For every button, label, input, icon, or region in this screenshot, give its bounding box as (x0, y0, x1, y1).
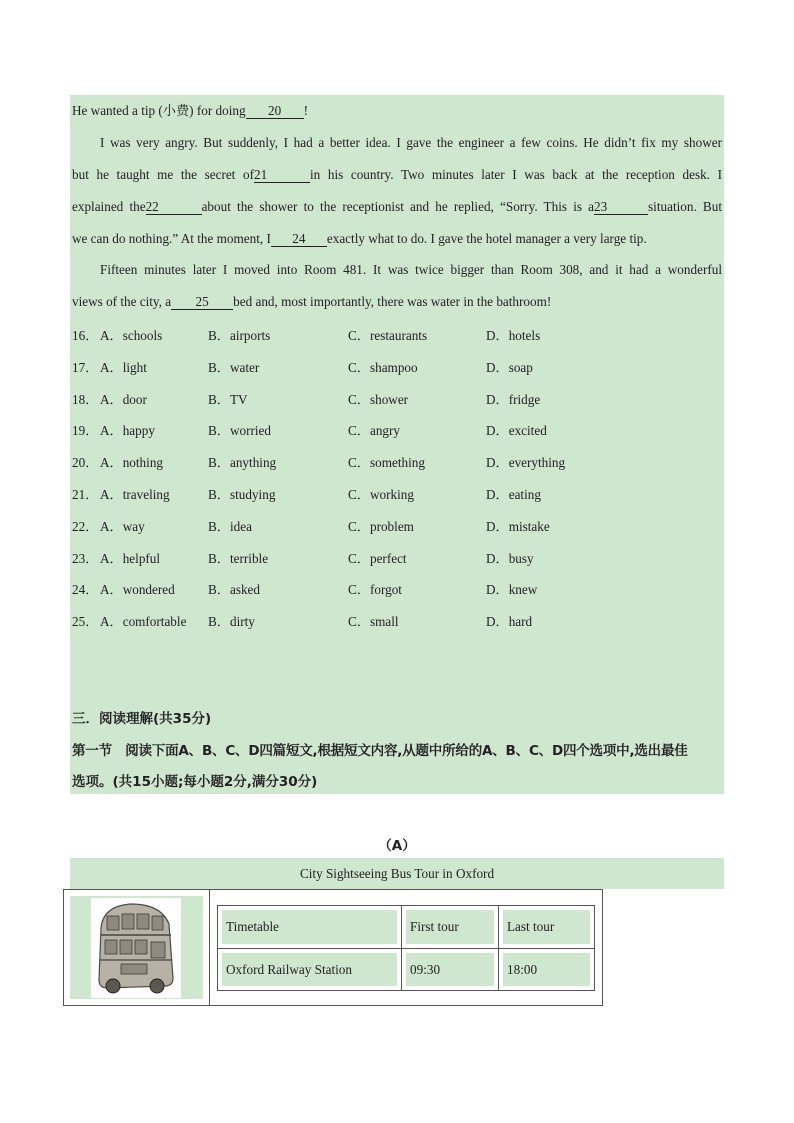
option-b: B．idea (208, 518, 252, 534)
question-number: 18． (72, 391, 99, 407)
option-c: C．restaurants (348, 328, 428, 343)
question-number: 19． (72, 423, 99, 439)
question-number: 24． (72, 582, 99, 598)
passage-text: in his country. Two minutes later I was back at the reception desk. I (309, 167, 722, 182)
option-d: D．hard (486, 614, 533, 630)
passage-text: bed and, most importantly, there was water in the bathroom! (233, 294, 552, 309)
question-row (72, 452, 722, 470)
question-number: 23． (72, 550, 99, 566)
option-d: D．everything (486, 455, 566, 471)
passage-text: we can do nothing.” At the moment, I (72, 231, 271, 246)
option-a: A．nothing (100, 455, 164, 471)
answer-blank-22: 22 (146, 200, 202, 215)
answer-blank-20: 20 (246, 104, 304, 119)
double-decker-bus-icon (91, 898, 181, 998)
option-a: A．happy (100, 423, 155, 439)
question-row (72, 579, 722, 597)
option-d: D．soap (486, 359, 533, 375)
option-b: B．worried (208, 423, 271, 439)
timetable-cell (218, 949, 401, 990)
option-c: C．angry (348, 423, 401, 439)
passage-text: Fifteen minutes later I moved into Room 481. It was twice bigger than Room 308, and it had a wonderful (100, 262, 722, 277)
option-c: C．shampoo (348, 359, 418, 375)
question-row (72, 420, 722, 438)
option-a: A．schools (100, 328, 163, 343)
question-number: 21． (72, 487, 99, 502)
cell-first-time: 09:30 (410, 961, 441, 977)
header-first-tour: First tour (410, 919, 459, 934)
question-row (72, 516, 722, 534)
option-b: B．TV (208, 391, 248, 407)
option-d: D．busy (486, 550, 534, 566)
passage-text: but he taught me the secret of (72, 167, 254, 182)
option-d: D．knew (486, 582, 538, 598)
option-b: B．studying (208, 487, 276, 502)
option-d: D．hotels (486, 328, 541, 343)
question-row (72, 357, 722, 375)
option-c: C．shower (348, 391, 409, 407)
option-c: C．perfect (348, 550, 407, 566)
passage-text: ! (303, 103, 308, 118)
passage-text: explained the (72, 199, 146, 214)
option-a: A．wondered (100, 582, 175, 598)
passage-line (100, 261, 722, 279)
tour-title: City Sightseeing Bus Tour in Oxford (70, 858, 724, 889)
timetable-cell (402, 949, 498, 990)
header-last-tour: Last tour (507, 919, 555, 934)
answer-blank-25: 25 (171, 295, 233, 310)
option-a: A．way (100, 518, 145, 534)
timetable-cell (499, 949, 594, 990)
cell-station: Oxford Railway Station (226, 961, 352, 977)
option-b: B．airports (208, 328, 271, 343)
passage-text: He wanted a tip (小费) for doing (72, 103, 246, 118)
option-c: C．working (348, 487, 414, 502)
passage-line (72, 166, 722, 184)
option-c: C．small (348, 614, 399, 630)
part-label: （A） (378, 838, 416, 854)
passage-text: about the shower to the receptionist and he replied, “Sorry. This is a (201, 199, 595, 214)
passage-text: views of the city, a (72, 294, 172, 309)
tour-table (63, 889, 603, 1006)
option-d: D．eating (486, 487, 541, 502)
option-a: A．traveling (100, 487, 170, 502)
option-b: B．water (208, 359, 260, 375)
timetable-header-cell (499, 906, 594, 948)
passage-line (72, 102, 722, 120)
option-c: C．problem (348, 518, 414, 534)
option-a: A．comfortable (100, 614, 187, 630)
question-row (72, 389, 722, 407)
header-timetable: Timetable (226, 919, 279, 934)
question-number: 17． (72, 359, 99, 375)
option-c: C．forgot (348, 582, 402, 598)
bus-image-cell (64, 890, 210, 1005)
answer-blank-23: 23 (594, 200, 648, 215)
option-a: A．light (100, 359, 147, 375)
passage-line (72, 230, 722, 248)
section-instructions: 选项。(共15小题;每小题2分,满分30分) (72, 774, 318, 790)
answer-blank-21: 21 (254, 168, 310, 183)
option-b: B．anything (208, 455, 277, 471)
bus-image (91, 898, 181, 998)
timetable-header-cell (402, 906, 498, 948)
option-d: D．fridge (486, 391, 541, 407)
timetable-header-cell (218, 906, 401, 948)
option-b: B．asked (208, 582, 261, 598)
passage-text: situation. But (648, 199, 722, 214)
passage-text: I was very angry. But suddenly, I had a better idea. I gave the engineer a few coins. He didn’t fix my shower (100, 135, 722, 150)
option-d: D．excited (486, 423, 547, 439)
question-number: 20． (72, 455, 99, 471)
question-number: 22． (72, 518, 99, 534)
passage-line (72, 198, 722, 216)
option-a: A．helpful (100, 550, 161, 566)
question-number: 16． (72, 328, 99, 343)
question-row (72, 548, 722, 566)
passage-text: exactly what to do. I gave the hotel manager a very large tip. (326, 231, 647, 246)
question-row (72, 611, 722, 629)
section-title: 三．阅读理解(共35分) (72, 711, 212, 727)
section-instructions: 第一节 阅读下面A、B、C、D四篇短文,根据短文内容,从题中所给的A、B、C、D四个选项中,选出最佳 (72, 743, 688, 759)
option-d: D．mistake (486, 518, 550, 534)
timetable (217, 905, 595, 991)
question-number: 25． (72, 614, 99, 630)
passage-line (100, 134, 722, 152)
question-row (72, 484, 722, 502)
answer-blank-24: 24 (271, 232, 327, 247)
option-a: A．door (100, 391, 147, 407)
option-b: B．terrible (208, 550, 269, 566)
option-c: C．something (348, 455, 425, 471)
question-row (72, 325, 722, 343)
cell-last-time: 18:00 (507, 961, 538, 977)
option-b: B．dirty (208, 614, 255, 630)
passage-line (72, 293, 722, 311)
